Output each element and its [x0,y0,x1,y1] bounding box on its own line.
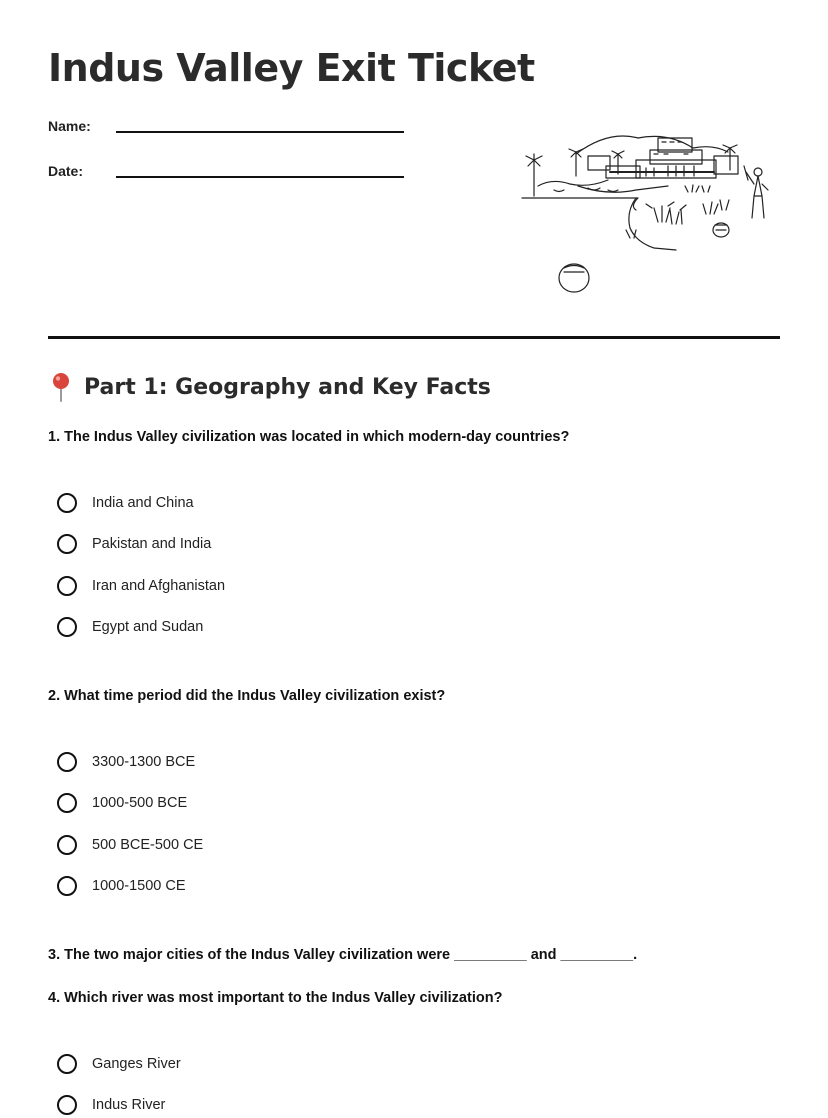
option-label: 3300-1300 BCE [92,754,196,770]
option-label: Iran and Afghanistan [92,578,226,594]
section-heading [48,372,491,402]
indus-valley-city-illustration [518,126,784,298]
option-label: 1000-500 BCE [92,795,188,811]
question-1: 1. The Indus Valley civilization was located in which modern-day countries? [48,429,570,445]
question-2-option-3[interactable] [57,832,203,858]
question-2-option-1[interactable] [57,749,195,775]
name-label: Name: [48,118,91,134]
radio-button[interactable] [57,534,77,554]
option-label: 1000-1500 CE [92,878,186,894]
radio-button[interactable] [57,835,77,855]
radio-button[interactable] [57,493,77,513]
question-4-option-1[interactable] [57,1051,181,1077]
question-4-option-2[interactable] [57,1092,165,1118]
option-label: Pakistan and India [92,536,212,552]
option-label: Egypt and Sudan [92,619,204,635]
name-line[interactable] [116,131,404,133]
question-2: 2. What time period did the Indus Valley civilization exist? [48,688,446,704]
date-label: Date: [48,163,84,179]
name-field[interactable] [48,118,408,144]
date-field[interactable] [48,163,408,189]
option-label: Indus River [92,1097,166,1113]
round-pushpin-icon [48,372,74,402]
page-title: Indus Valley Exit Ticket [48,46,535,90]
question-3: 3. The two major cities of the Indus Valley civilization were _________ and _________. [48,947,638,963]
radio-button[interactable] [57,876,77,896]
radio-button[interactable] [57,1054,77,1074]
section-heading-text: Part 1: Geography and Key Facts [84,374,491,400]
section-divider [48,336,780,339]
question-1-option-4[interactable] [57,614,203,640]
question-1-option-3[interactable] [57,573,225,599]
question-1-option-2[interactable] [57,531,211,557]
option-label: India and China [92,495,194,511]
radio-button[interactable] [57,793,77,813]
option-label: Ganges River [92,1056,181,1072]
question-2-option-4[interactable] [57,873,186,899]
radio-button[interactable] [57,1095,77,1115]
radio-button[interactable] [57,576,77,596]
question-2-option-2[interactable] [57,790,187,816]
question-1-option-1[interactable] [57,490,194,516]
date-line[interactable] [116,176,404,178]
radio-button[interactable] [57,617,77,637]
option-label: 500 BCE-500 CE [92,837,204,853]
question-4: 4. Which river was most important to the Indus Valley civilization? [48,990,503,1006]
radio-button[interactable] [57,752,77,772]
